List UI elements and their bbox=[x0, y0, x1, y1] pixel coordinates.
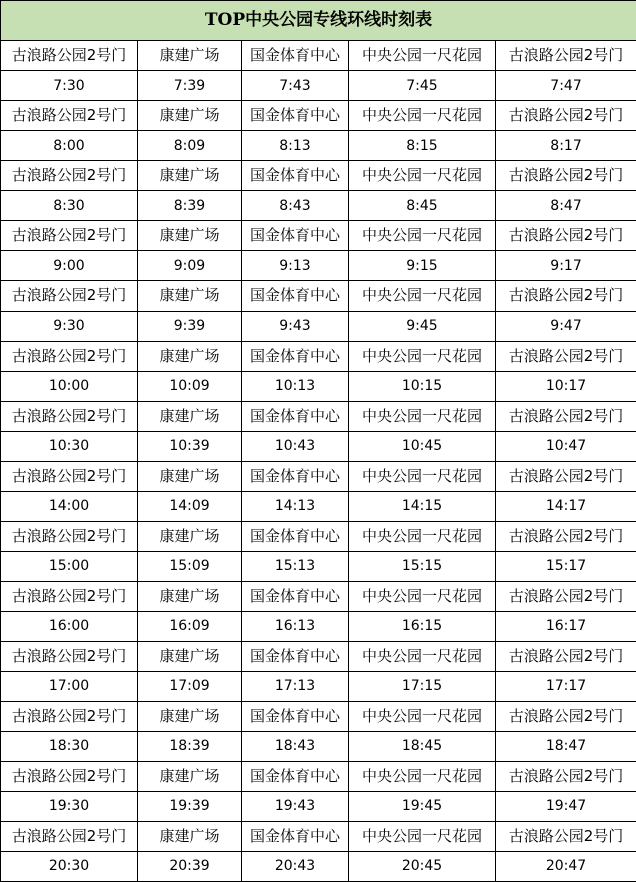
departure-time-cell: 20:43 bbox=[242, 851, 349, 881]
departure-time-cell: 7:43 bbox=[242, 71, 349, 101]
departure-time-cell: 10:43 bbox=[242, 431, 349, 461]
stop-name-cell: 古浪路公园2号门 bbox=[496, 521, 636, 551]
stop-name-cell: 古浪路公园2号门 bbox=[1, 101, 138, 131]
stop-name-cell: 中央公园一尺花园 bbox=[349, 281, 496, 311]
departure-times-row bbox=[1, 671, 636, 701]
stop-name-cell: 古浪路公园2号门 bbox=[1, 401, 138, 431]
departure-times-row bbox=[1, 311, 636, 341]
stop-name-cell: 中央公园一尺花园 bbox=[349, 461, 496, 491]
departure-times-row bbox=[1, 431, 636, 461]
departure-time-cell: 8:13 bbox=[242, 131, 349, 161]
stop-name-cell: 康建广场 bbox=[138, 281, 242, 311]
stop-name-cell: 古浪路公园2号门 bbox=[496, 581, 636, 611]
stop-names-row bbox=[1, 281, 636, 311]
departure-time-cell: 20:30 bbox=[1, 851, 138, 881]
departure-time-cell: 9:30 bbox=[1, 311, 138, 341]
departure-time-cell: 18:47 bbox=[496, 731, 636, 761]
departure-time-cell: 14:00 bbox=[1, 491, 138, 521]
departure-time-cell: 8:15 bbox=[349, 131, 496, 161]
stop-name-cell: 康建广场 bbox=[138, 101, 242, 131]
departure-time-cell: 7:30 bbox=[1, 71, 138, 101]
departure-time-cell: 10:13 bbox=[242, 371, 349, 401]
departure-time-cell: 9:15 bbox=[349, 251, 496, 281]
departure-time-cell: 8:17 bbox=[496, 131, 636, 161]
departure-time-cell: 17:13 bbox=[242, 671, 349, 701]
stop-name-cell: 国金体育中心 bbox=[242, 581, 349, 611]
departure-time-cell: 9:39 bbox=[138, 311, 242, 341]
stop-names-row bbox=[1, 761, 636, 791]
stop-name-cell: 古浪路公园2号门 bbox=[496, 101, 636, 131]
stop-name-cell: 康建广场 bbox=[138, 821, 242, 851]
stop-name-cell: 康建广场 bbox=[138, 701, 242, 731]
stop-name-cell: 中央公园一尺花园 bbox=[349, 641, 496, 671]
stop-name-cell: 国金体育中心 bbox=[242, 161, 349, 191]
stop-name-cell: 国金体育中心 bbox=[242, 761, 349, 791]
stop-names-row bbox=[1, 101, 636, 131]
stop-name-cell: 古浪路公园2号门 bbox=[496, 701, 636, 731]
departure-times-row bbox=[1, 731, 636, 761]
departure-times-row bbox=[1, 191, 636, 221]
page-title: TOP中央公园专线环线时刻表 bbox=[1, 1, 636, 41]
departure-time-cell: 20:39 bbox=[138, 851, 242, 881]
departure-time-cell: 9:43 bbox=[242, 311, 349, 341]
departure-time-cell: 16:00 bbox=[1, 611, 138, 641]
stop-name-cell: 康建广场 bbox=[138, 761, 242, 791]
stop-name-cell: 古浪路公园2号门 bbox=[1, 821, 138, 851]
departure-time-cell: 10:00 bbox=[1, 371, 138, 401]
departure-times-row bbox=[1, 491, 636, 521]
departure-time-cell: 7:45 bbox=[349, 71, 496, 101]
stop-name-cell: 国金体育中心 bbox=[242, 281, 349, 311]
departure-time-cell: 20:45 bbox=[349, 851, 496, 881]
stop-names-row bbox=[1, 521, 636, 551]
stop-name-cell: 国金体育中心 bbox=[242, 641, 349, 671]
stop-name-cell: 康建广场 bbox=[138, 461, 242, 491]
departure-time-cell: 20:47 bbox=[496, 851, 636, 881]
departure-time-cell: 16:09 bbox=[138, 611, 242, 641]
departure-time-cell: 9:00 bbox=[1, 251, 138, 281]
departure-time-cell: 16:15 bbox=[349, 611, 496, 641]
departure-time-cell: 7:47 bbox=[496, 71, 636, 101]
departure-time-cell: 19:47 bbox=[496, 791, 636, 821]
departure-time-cell: 14:15 bbox=[349, 491, 496, 521]
departure-time-cell: 14:09 bbox=[138, 491, 242, 521]
departure-times-row bbox=[1, 131, 636, 161]
departure-time-cell: 15:00 bbox=[1, 551, 138, 581]
departure-time-cell: 17:17 bbox=[496, 671, 636, 701]
stop-name-cell: 康建广场 bbox=[138, 341, 242, 371]
stop-name-cell: 中央公园一尺花园 bbox=[349, 521, 496, 551]
stop-name-cell: 古浪路公园2号门 bbox=[496, 821, 636, 851]
departure-time-cell: 8:43 bbox=[242, 191, 349, 221]
stop-name-cell: 康建广场 bbox=[138, 401, 242, 431]
departure-time-cell: 18:30 bbox=[1, 731, 138, 761]
departure-time-cell: 14:17 bbox=[496, 491, 636, 521]
stop-name-cell: 古浪路公园2号门 bbox=[496, 161, 636, 191]
stop-name-cell: 古浪路公园2号门 bbox=[496, 221, 636, 251]
stop-name-cell: 古浪路公园2号门 bbox=[1, 761, 138, 791]
stop-name-cell: 中央公园一尺花园 bbox=[349, 41, 496, 71]
stop-names-row bbox=[1, 221, 636, 251]
departure-time-cell: 14:13 bbox=[242, 491, 349, 521]
departure-time-cell: 10:45 bbox=[349, 431, 496, 461]
stop-names-row bbox=[1, 821, 636, 851]
departure-time-cell: 16:13 bbox=[242, 611, 349, 641]
stop-names-row bbox=[1, 341, 636, 371]
departure-times-row bbox=[1, 611, 636, 641]
stop-names-row bbox=[1, 581, 636, 611]
departure-time-cell: 15:09 bbox=[138, 551, 242, 581]
departure-time-cell: 10:15 bbox=[349, 371, 496, 401]
departure-time-cell: 15:15 bbox=[349, 551, 496, 581]
stop-name-cell: 康建广场 bbox=[138, 641, 242, 671]
stop-name-cell: 古浪路公园2号门 bbox=[496, 641, 636, 671]
timetable-body bbox=[1, 1, 636, 882]
stop-name-cell: 国金体育中心 bbox=[242, 701, 349, 731]
stop-name-cell: 中央公园一尺花园 bbox=[349, 221, 496, 251]
stop-name-cell: 古浪路公园2号门 bbox=[1, 521, 138, 551]
stop-name-cell: 古浪路公园2号门 bbox=[1, 461, 138, 491]
departure-times-row bbox=[1, 371, 636, 401]
departure-times-row bbox=[1, 851, 636, 881]
departure-time-cell: 8:39 bbox=[138, 191, 242, 221]
stop-name-cell: 中央公园一尺花园 bbox=[349, 401, 496, 431]
departure-time-cell: 18:45 bbox=[349, 731, 496, 761]
stop-name-cell: 古浪路公园2号门 bbox=[496, 281, 636, 311]
departure-times-row bbox=[1, 791, 636, 821]
stop-name-cell: 康建广场 bbox=[138, 221, 242, 251]
departure-time-cell: 9:09 bbox=[138, 251, 242, 281]
stop-name-cell: 古浪路公园2号门 bbox=[1, 641, 138, 671]
stop-name-cell: 古浪路公园2号门 bbox=[1, 221, 138, 251]
stop-name-cell: 国金体育中心 bbox=[242, 221, 349, 251]
departure-time-cell: 17:09 bbox=[138, 671, 242, 701]
stop-name-cell: 国金体育中心 bbox=[242, 41, 349, 71]
departure-time-cell: 18:39 bbox=[138, 731, 242, 761]
stop-name-cell: 古浪路公园2号门 bbox=[1, 41, 138, 71]
stop-name-cell: 古浪路公园2号门 bbox=[1, 341, 138, 371]
departure-time-cell: 9:47 bbox=[496, 311, 636, 341]
departure-time-cell: 9:17 bbox=[496, 251, 636, 281]
stop-name-cell: 中央公园一尺花园 bbox=[349, 161, 496, 191]
stop-name-cell: 中央公园一尺花园 bbox=[349, 581, 496, 611]
stop-names-row bbox=[1, 701, 636, 731]
stop-name-cell: 中央公园一尺花园 bbox=[349, 821, 496, 851]
stop-name-cell: 古浪路公园2号门 bbox=[496, 461, 636, 491]
departure-time-cell: 18:43 bbox=[242, 731, 349, 761]
departure-time-cell: 16:17 bbox=[496, 611, 636, 641]
departure-time-cell: 17:15 bbox=[349, 671, 496, 701]
departure-time-cell: 7:39 bbox=[138, 71, 242, 101]
stop-name-cell: 古浪路公园2号门 bbox=[1, 161, 138, 191]
stop-name-cell: 康建广场 bbox=[138, 521, 242, 551]
stop-names-row bbox=[1, 41, 636, 71]
stop-name-cell: 中央公园一尺花园 bbox=[349, 341, 496, 371]
departure-time-cell: 10:09 bbox=[138, 371, 242, 401]
stop-name-cell: 古浪路公园2号门 bbox=[496, 341, 636, 371]
stop-name-cell: 中央公园一尺花园 bbox=[349, 701, 496, 731]
stop-name-cell: 国金体育中心 bbox=[242, 341, 349, 371]
departure-time-cell: 10:39 bbox=[138, 431, 242, 461]
departure-time-cell: 8:09 bbox=[138, 131, 242, 161]
stop-name-cell: 国金体育中心 bbox=[242, 821, 349, 851]
departure-time-cell: 15:13 bbox=[242, 551, 349, 581]
departure-time-cell: 19:39 bbox=[138, 791, 242, 821]
stop-name-cell: 中央公园一尺花园 bbox=[349, 761, 496, 791]
stop-name-cell: 国金体育中心 bbox=[242, 521, 349, 551]
departure-time-cell: 17:00 bbox=[1, 671, 138, 701]
stop-name-cell: 古浪路公园2号门 bbox=[496, 41, 636, 71]
stop-name-cell: 国金体育中心 bbox=[242, 101, 349, 131]
departure-time-cell: 8:00 bbox=[1, 131, 138, 161]
departure-time-cell: 9:13 bbox=[242, 251, 349, 281]
stop-name-cell: 国金体育中心 bbox=[242, 461, 349, 491]
stop-name-cell: 古浪路公园2号门 bbox=[496, 761, 636, 791]
departure-time-cell: 19:43 bbox=[242, 791, 349, 821]
stop-names-row bbox=[1, 161, 636, 191]
stop-name-cell: 国金体育中心 bbox=[242, 401, 349, 431]
stop-name-cell: 古浪路公园2号门 bbox=[496, 401, 636, 431]
departure-times-row bbox=[1, 71, 636, 101]
departure-time-cell: 8:30 bbox=[1, 191, 138, 221]
stop-name-cell: 康建广场 bbox=[138, 161, 242, 191]
stop-name-cell: 中央公园一尺花园 bbox=[349, 101, 496, 131]
departure-time-cell: 10:47 bbox=[496, 431, 636, 461]
stop-names-row bbox=[1, 401, 636, 431]
departure-times-row bbox=[1, 551, 636, 581]
departure-times-row bbox=[1, 251, 636, 281]
departure-time-cell: 8:45 bbox=[349, 191, 496, 221]
stop-name-cell: 古浪路公园2号门 bbox=[1, 701, 138, 731]
departure-time-cell: 9:45 bbox=[349, 311, 496, 341]
stop-names-row bbox=[1, 641, 636, 671]
departure-time-cell: 8:47 bbox=[496, 191, 636, 221]
stop-names-row bbox=[1, 461, 636, 491]
stop-name-cell: 康建广场 bbox=[138, 41, 242, 71]
title-row bbox=[1, 1, 636, 41]
stop-name-cell: 古浪路公园2号门 bbox=[1, 281, 138, 311]
departure-time-cell: 10:30 bbox=[1, 431, 138, 461]
departure-time-cell: 19:45 bbox=[349, 791, 496, 821]
departure-time-cell: 19:30 bbox=[1, 791, 138, 821]
departure-time-cell: 10:17 bbox=[496, 371, 636, 401]
stop-name-cell: 古浪路公园2号门 bbox=[1, 581, 138, 611]
stop-name-cell: 康建广场 bbox=[138, 581, 242, 611]
departure-time-cell: 15:17 bbox=[496, 551, 636, 581]
